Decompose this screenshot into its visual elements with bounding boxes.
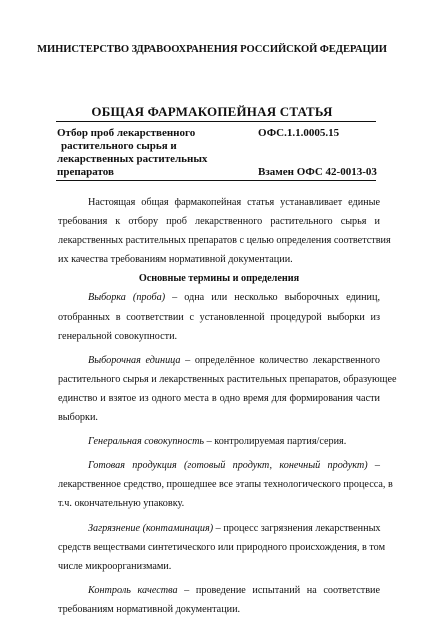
term-name: Выборочная единица (88, 354, 181, 366)
term-line (58, 432, 380, 451)
term-definition: – определённое количество лекарственного (180, 354, 380, 366)
term-line: выборки. (58, 412, 98, 424)
term-line (58, 351, 380, 370)
top-divider (56, 121, 376, 122)
term-line (58, 519, 380, 538)
intro-line: требования к отбору проб лекарственного растительного сырья и (58, 216, 380, 228)
term-line: генеральной совокупности. (58, 330, 178, 342)
term-definition: – одна или несколько выборочных единиц, (165, 292, 380, 304)
document-title: ОБЩАЯ ФАРМАКОПЕЙНАЯ СТАТЬЯ (91, 104, 333, 119)
term-definition: – (367, 460, 381, 472)
term-definition: – контролируемая партия/серия. (204, 436, 347, 448)
term-name: Загрязнение (контаминация) (88, 522, 214, 534)
term-name: Генеральная совокупность (88, 436, 205, 448)
term-line: растительного сырья и лекарственных растительных препаратов, образующее (58, 373, 397, 385)
intro-line: Настоящая общая фармакопейная статья устанавливает единые (88, 197, 380, 208)
term-line: лекарственное средство, прошедшее все этапы технологического процесса, в (58, 479, 393, 491)
bottom-divider (56, 180, 376, 181)
term-name: Готовая продукция (готовый продукт, конечный продукт) (88, 460, 368, 472)
article-code: ОФС.1.1.0005.15 (258, 127, 340, 139)
term-line: отобранных в соответствии с установленной процедурой выборки из (58, 311, 380, 323)
intro-line: лекарственных растительных препаратов с целью определения соответствия (58, 235, 391, 247)
section-heading: Основные термины и определения (138, 273, 300, 285)
subject-line: Отбор проб лекарственного (57, 127, 196, 139)
article-subject (57, 127, 217, 179)
subject-line: лекарственных растительных (57, 153, 208, 165)
term-name: Контроль качества (88, 584, 178, 596)
subject-line: растительного сырья и (61, 140, 177, 152)
intro-line: их качества требованиям нормативной документации. (58, 254, 293, 266)
term-line (58, 456, 380, 475)
term-definition: – процесс загрязнения лекарственных (213, 522, 381, 534)
term-name: Выборка (проба) (88, 292, 166, 304)
term-line: требованиям нормативной документации. (58, 603, 241, 615)
term-line: средств веществами синтетического или природного происхождения, в том (58, 541, 386, 553)
term-definition: – проведение испытаний на соответствие (177, 584, 380, 596)
ministry-header: МИНИСТЕРСТВО ЗДРАВООХРАНЕНИЯ РОССИЙСКОЙ ФЕДЕРАЦИИ (37, 44, 387, 55)
term-line (58, 288, 380, 307)
article-body (58, 193, 397, 619)
term-line: единство и взятое из одного места в одно время для формирования части (58, 392, 380, 404)
term-line: т.ч. окончательную упаковку. (58, 498, 185, 510)
term-line (58, 581, 380, 600)
term-line: числе микроорганизмами. (58, 560, 172, 572)
replaces-note: Взамен ОФС 42-0013-03 (258, 166, 377, 178)
subject-line: препаратов (57, 166, 114, 178)
